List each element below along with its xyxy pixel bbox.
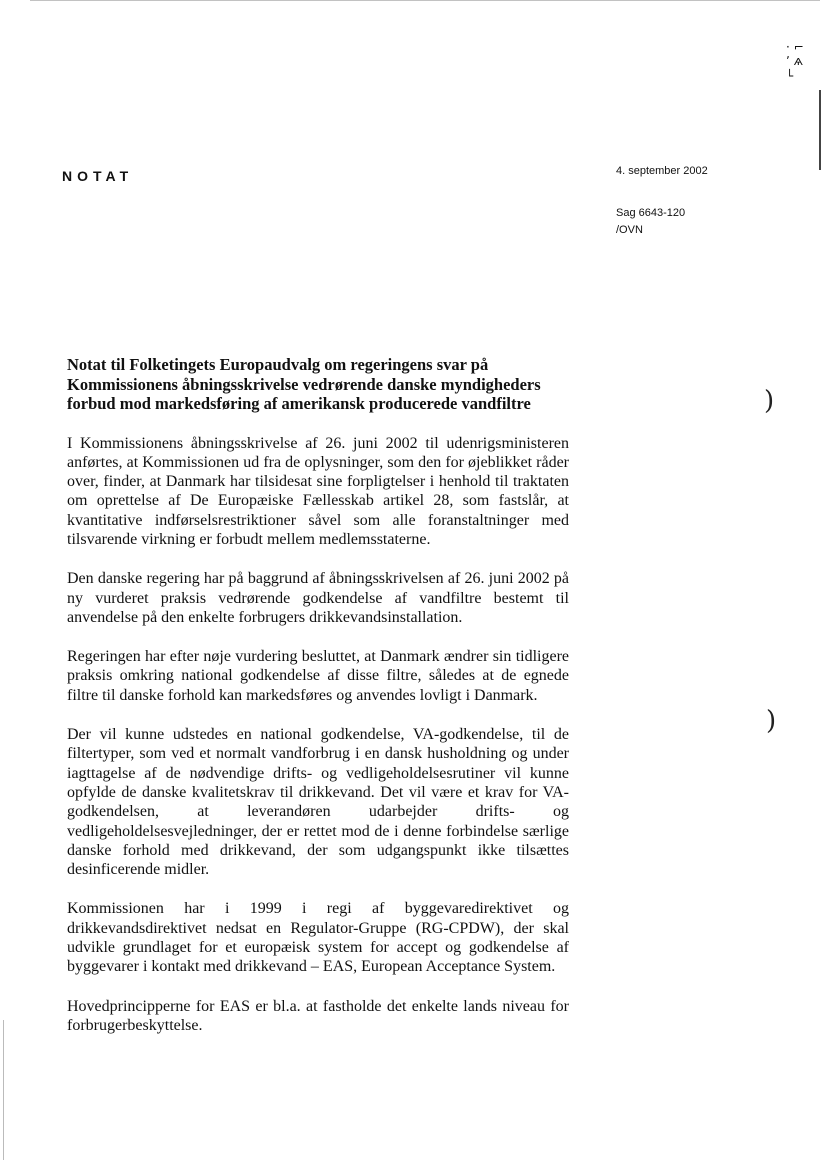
paragraph: Der vil kunne udstedes en national godkendelse, VA-godkendelse, til de filtertyper, som ved et normalt vandforbrug i en dansk husholdning og under iagttagelse af de nødvendige drifts- og vedligeholdelsesrutiner vil kunne opfylde de danske kvalitetskrav til drikkevand. Det vil være et krav for VA-godkendelsen, at leverandøren udarbejder drifts- og vedligeholdelsesvejledninger, der er rettet mod de i denne forbindelse særlige danske forhold med drikkevand, der som udgangspunkt ikke tilsættes desinficerende midler. xyxy=(67,726,569,879)
case-reference xyxy=(616,205,685,239)
scan-edge-top xyxy=(30,0,820,5)
paragraph: Den danske regering har på baggrund af åbningsskrivelsen af 26. juni 2002 på ny vurderet praksis vedrørende godkendelse af vandfiltre bestemt til anvendelse på den enkelte forbrugers drikkevandsinstallation. xyxy=(67,570,569,626)
corner-scan-marks: · ⌐ ʼ ѧ └ xyxy=(786,40,804,83)
document-date xyxy=(616,163,708,180)
paragraph: I Kommissionens åbningsskrivelse af 26. juni 2002 til udenrigsministeren anførtes, at Kommissionen ud fra de oplysninger, som den for øjeblikket råder over, finder, at Danmark har tilsidesat sine forpligtelser i henhold til traktaten om oprettelse af De Europæiske Fællesskab artikel 28, som fastslår, at kvantitative indførselsrestriktioner såvel som alle foranstaltninger med tilsvarende virkning er forbudt mellem medlemsstaterne. xyxy=(67,434,569,548)
document-body xyxy=(67,355,569,1055)
paragraph: Kommissionen har i 1999 i regi af byggevaredirektivet og drikkevandsdirektivet nedsat en Regulator-Gruppe (RG-CPDW), der skal udvikle grundlaget for et europæisk system for accept og godkendelse af byggevarer i kontakt med drikkevand – EAS, European Acceptance System. xyxy=(67,900,569,976)
document-title: Notat til Folketingets Europaudvalg om regeringens svar på Kommissionens åbningsskrivelse vedrørende danske myndigheders forbud mod markedsføring af amerikansk producerede vandfiltre xyxy=(67,355,541,413)
author-initials: /OVN xyxy=(616,224,643,236)
document-type-label: NOTAT xyxy=(62,168,134,184)
scan-edge-right xyxy=(819,90,821,170)
punch-hole-mark: ) xyxy=(764,386,775,416)
punch-hole-mark: ) xyxy=(766,706,777,736)
scan-edge-left xyxy=(3,1020,4,1160)
date-text: 4. september 2002 xyxy=(616,165,708,177)
paragraph: Hovedprincipperne for EAS er bl.a. at fastholde det enkelte lands niveau for forbrugerbeskyttelse. xyxy=(67,997,569,1034)
paragraph: Regeringen har efter nøje vurdering besluttet, at Danmark ændrer sin tidligere praksis omkring national godkendelse af disse filtre, således at de egnede filtre til danske forhold kan markedsføres og anvendes lovligt i Danmark. xyxy=(67,648,569,704)
case-number: Sag 6643-120 xyxy=(616,207,686,219)
